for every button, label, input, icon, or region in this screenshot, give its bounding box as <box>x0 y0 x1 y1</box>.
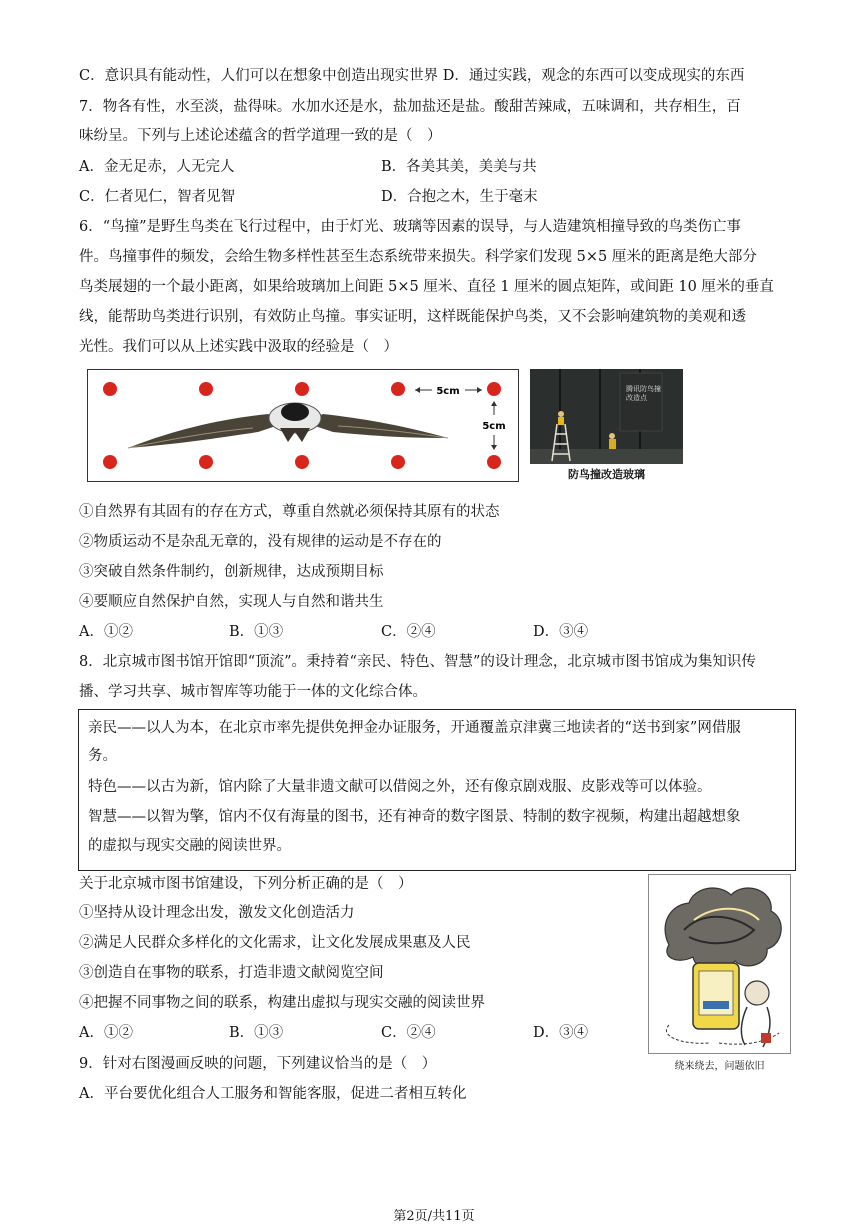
sign-text-2: 改造点 <box>626 394 647 402</box>
q8-option-b[interactable]: B．①③ <box>229 1025 284 1041</box>
q6-statement-1: ①自然界有其固有的存在方式，尊重自然就必须保持其原有的状态 <box>79 504 500 520</box>
question-8-stem-2: 播、学习共享、城市智库等功能于一体的文化综合体。 <box>79 684 427 700</box>
q9-option-a[interactable]: A．平台要优化组合人工服务和智能客服，促进二者相互转化 <box>79 1086 467 1102</box>
question-8-prompt: 关于北京城市图书馆建设，下列分析正确的是（ ） <box>79 876 413 892</box>
q6-statement-2: ②物质运动不是杂乱无章的，没有规律的运动是不存在的 <box>79 534 442 550</box>
q6-option-b[interactable]: B．①③ <box>229 624 284 640</box>
q7-option-d[interactable]: D．合抱之木，生于毫末 <box>381 189 538 205</box>
q8-statement-4: ④把握不同事物之间的联系，构建出虚拟与现实交融的阅读世界 <box>79 995 485 1011</box>
q6-option-d[interactable]: D．③④ <box>533 624 589 640</box>
red-dot <box>487 455 501 469</box>
red-dot <box>487 382 501 396</box>
q7-option-b[interactable]: B．各美其美，美美与共 <box>381 159 537 175</box>
label-5cm-horizontal: 5cm <box>436 386 460 397</box>
cartoon-figure <box>648 874 791 1054</box>
bird-dot-matrix-figure <box>87 369 519 482</box>
box-line-1: 亲民——以人为本，在北京市率先提供免押金办证服务，开通覆盖京津冀三地读者的“送书到家”网借服 <box>88 720 741 736</box>
question-7-stem-cont: 味纷呈。下列与上述论述蕴含的哲学道理一致的是（ ） <box>79 128 442 144</box>
red-dot <box>295 382 309 396</box>
red-dot <box>391 455 405 469</box>
person-head <box>745 981 769 1005</box>
artist-seal <box>761 1033 771 1043</box>
q7-option-a[interactable]: A．金无足赤，人无完人 <box>79 159 235 175</box>
q6-statement-4: ④要顺应自然保护自然，实现人与自然和谐共生 <box>79 594 384 610</box>
question-6-stem-5: 光性。我们可以从上述实践中汲取的经验是（ ） <box>79 339 398 355</box>
bird-illustration <box>128 403 448 448</box>
red-dot <box>295 455 309 469</box>
q6-statement-3: ③突破自然条件制约，创新规律，达成预期目标 <box>79 564 384 580</box>
page-footer: 第2页/共11页 <box>393 1209 475 1224</box>
question-6-stem-2: 件。鸟撞事件的频发，会给生物多样性甚至生态系统带来损失。科学家们发现 5×5 厘米的距离是绝大部分 <box>79 249 757 265</box>
q8-statement-2: ②满足人民群众多样化的文化需求，让文化发展成果惠及人民 <box>79 935 471 951</box>
sign-text-1: 腾讯防鸟撞 <box>626 385 661 393</box>
label-5cm-vertical: 5cm <box>482 421 506 432</box>
option-line-c-d: C．意识具有能动性，人们可以在想象中创造出现实世界 D．通过实践，观念的东西可以变成现实的东西 <box>79 68 745 84</box>
q7-option-c[interactable]: C．仁者见仁，智者见智 <box>79 189 236 205</box>
box-line-4: 智慧——以智为擎，馆内不仅有海量的图书，还有神奇的数字图景、特制的数字视频，构建出超越想象 <box>88 809 741 825</box>
q8-statement-1: ①坚持从设计理念出发，激发文化创造活力 <box>79 905 355 921</box>
box-line-3: 特色——以古为新，馆内除了大量非遗文献可以借阅之外，还有像京剧戏服、皮影戏等可以体验。 <box>88 779 712 795</box>
q8-option-a[interactable]: A．①② <box>79 1025 133 1041</box>
question-8-stem: 8．北京城市图书馆开馆即“顶流”。秉持着“亲民、特色、智慧”的设计理念，北京城市图书馆成为集知识传 <box>79 654 756 670</box>
cartoon-caption: 绕来绕去，问题依旧 <box>674 1061 765 1072</box>
tangled-cloud <box>665 888 781 970</box>
q6-option-a[interactable]: A．①② <box>79 624 133 640</box>
red-dot <box>103 455 117 469</box>
question-9-stem: 9．针对右图漫画反映的问题，下列建议恰当的是（ ） <box>79 1056 437 1072</box>
q8-statement-3: ③创造自在事物的联系，打造非遗文献阅览空间 <box>79 965 384 981</box>
box-line-5: 的虚拟与现实交融的阅读世界。 <box>88 838 291 854</box>
red-dot <box>391 382 405 396</box>
question-6-stem: 6．“鸟撞”是野生鸟类在飞行过程中，由于灯光、玻璃等因素的误导，与人造建筑相撞导致的鸟类伤亡事 <box>79 219 742 235</box>
box-line-2: 务。 <box>88 748 117 764</box>
dot-matrix-svg <box>88 370 518 481</box>
q6-option-c[interactable]: C．②④ <box>381 624 436 640</box>
question-6-stem-3: 鸟类展翅的一个最小距离，如果给玻璃加上间距 5×5 厘米、直径 1 厘米的圆点矩阵，或间距 10 厘米的垂直 <box>79 279 774 295</box>
glass-photo-caption: 防鸟撞改造玻璃 <box>568 468 645 481</box>
q8-option-c[interactable]: C．②④ <box>381 1025 436 1041</box>
glass-retrofit-photo <box>530 369 683 464</box>
q8-option-d[interactable]: D．③④ <box>533 1025 589 1041</box>
red-dot <box>103 382 117 396</box>
red-dot <box>199 382 213 396</box>
question-7-stem: 7．物各有性，水至淡，盐得味。水加水还是水，盐加盐还是盐。酸甜苦辣咸，五味调和，共存相生，百 <box>79 99 741 115</box>
red-dot <box>199 455 213 469</box>
question-6-stem-4: 线，能帮助鸟类进行识别，有效防止鸟撞。事实证明，这样既能保护鸟类，又不会影响建筑物的美观和透 <box>79 309 746 325</box>
